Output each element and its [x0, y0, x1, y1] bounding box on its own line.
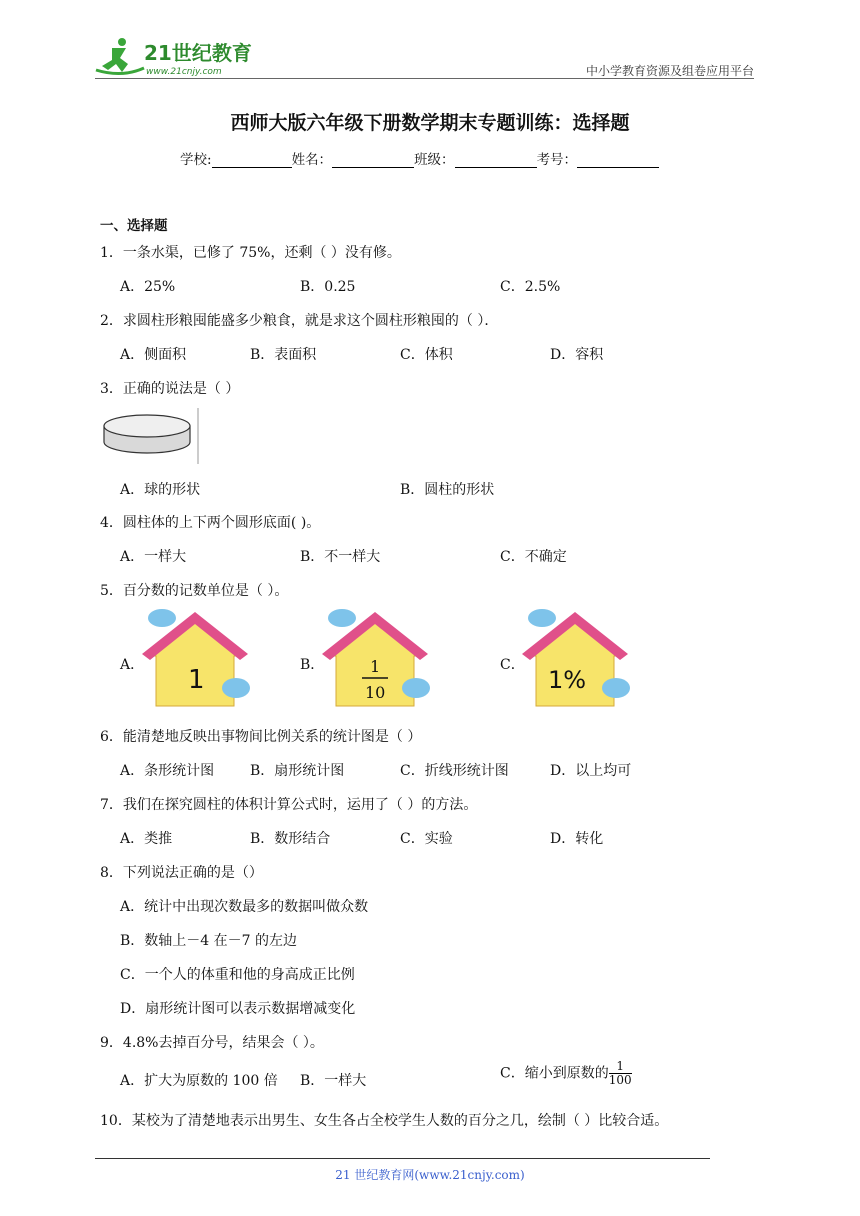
q5-option-c[interactable]: C． — [500, 657, 525, 673]
class-blank[interactable] — [455, 153, 537, 168]
name-label: 姓名： — [291, 152, 333, 168]
q3-option-a[interactable]: A．球的形状 — [120, 482, 201, 498]
logo-text: 21世纪教育 — [144, 41, 252, 65]
q7-option-d[interactable]: D．转化 — [550, 831, 604, 847]
cylinder-figure — [100, 406, 204, 470]
q8-option-c[interactable]: C．一个人的体重和他的身高成正比例 — [120, 967, 355, 983]
q9-option-b[interactable]: B．一样大 — [300, 1073, 367, 1089]
house-picture-3 — [520, 606, 640, 720]
q6-option-c[interactable]: C．折线形统计图 — [400, 763, 509, 779]
school-blank[interactable] — [212, 153, 292, 168]
q1-option-b[interactable]: B．0.25 — [300, 279, 356, 295]
fraction-one-hundredth — [609, 1060, 632, 1087]
fraction-numerator: 1 — [609, 1060, 632, 1074]
q7-option-b[interactable]: B．数形结合 — [250, 831, 331, 847]
header-divider — [95, 78, 754, 79]
runner-logo-icon — [92, 34, 262, 80]
question-7: 7．我们在探究圆柱的体积计算公式时，运用了（ ）的方法。 — [100, 797, 478, 813]
page-title: 西师大版六年级下册数学期末专题训练：选择题 — [230, 112, 630, 134]
name-blank[interactable] — [332, 153, 414, 168]
q8-option-a[interactable]: A．统计中出现次数最多的数据叫做众数 — [120, 899, 369, 915]
q2-option-a[interactable]: A．侧面积 — [120, 347, 187, 363]
q8-option-b[interactable]: B．数轴上－4 在－7 的左边 — [120, 933, 298, 949]
q6-option-b[interactable]: B．扇形统计图 — [250, 763, 345, 779]
q9-option-c[interactable] — [500, 1060, 632, 1087]
question-2: 2．求圆柱形粮囤能盛多少粮食，就是求这个圆柱形粮囤的（ ）． — [100, 313, 499, 329]
q7-option-c[interactable]: C．实验 — [400, 831, 453, 847]
q3-option-b[interactable]: B．圆柱的形状 — [400, 482, 495, 498]
house-2-denominator: 10 — [365, 683, 386, 702]
question-8: 8．下列说法正确的是（） — [100, 865, 263, 881]
exam-no-blank[interactable] — [577, 153, 659, 168]
question-5: 5．百分数的记数单位是（ ）。 — [100, 583, 289, 599]
student-info-line — [180, 148, 659, 168]
question-6: 6．能清楚地反映出事物间比例关系的统计图是（ ） — [100, 729, 422, 745]
question-4: 4．圆柱体的上下两个圆形底面( )。 — [100, 515, 321, 531]
q9-option-c-text: C．缩小到原数的 — [500, 1065, 609, 1082]
house-1-label: 1 — [188, 665, 205, 695]
house-2-numerator: 1 — [370, 657, 381, 676]
site-logo — [92, 34, 262, 80]
q2-option-d[interactable]: D．容积 — [550, 347, 604, 363]
q1-option-a[interactable]: A．25% — [120, 279, 176, 295]
exam-no-label: 考号： — [536, 152, 578, 168]
q6-option-d[interactable]: D．以上均可 — [550, 763, 632, 779]
question-1: 1．一条水渠，已修了 75%，还剩（ ）没有修。 — [100, 245, 401, 261]
q6-option-a[interactable]: A．条形统计图 — [120, 763, 215, 779]
question-10: 10．某校为了清楚地表示出男生、女生各占全校学生人数的百分之几，绘制（ ）比较合适。 — [100, 1113, 669, 1129]
question-9: 9．4.8%去掉百分号，结果会（ ）。 — [100, 1035, 324, 1051]
footer-divider — [95, 1158, 710, 1159]
house-picture-1 — [140, 606, 260, 720]
logo-url: www.21cnjy.com — [146, 67, 222, 77]
q4-option-a[interactable]: A．一样大 — [120, 549, 187, 565]
q4-option-c[interactable]: C．不确定 — [500, 549, 567, 565]
q1-option-c[interactable]: C．2.5% — [500, 279, 561, 295]
school-label: 学校: — [180, 152, 212, 168]
class-label: 班级： — [414, 152, 455, 168]
q4-option-b[interactable]: B．不一样大 — [300, 549, 381, 565]
q2-option-b[interactable]: B．表面积 — [250, 347, 317, 363]
section-heading: 一、选择题 — [100, 218, 168, 234]
question-3: 3．正确的说法是（ ） — [100, 381, 240, 397]
q5-option-b[interactable]: B． — [300, 657, 325, 673]
header-platform-text: 中小学教育资源及组卷应用平台 — [585, 64, 754, 78]
q2-option-c[interactable]: C．体积 — [400, 347, 453, 363]
q5-option-a[interactable]: A． — [120, 657, 145, 673]
house-picture-2 — [320, 606, 440, 720]
q7-option-a[interactable]: A．类推 — [120, 831, 173, 847]
fraction-denominator: 100 — [608, 1073, 632, 1087]
house-3-label: 1% — [548, 666, 587, 694]
q9-option-a[interactable]: A．扩大为原数的 100 倍 — [120, 1073, 278, 1089]
footer-text[interactable]: 21 世纪教育网(www.21cnjy.com) — [335, 1168, 525, 1182]
q8-option-d[interactable]: D．扇形统计图可以表示数据增减变化 — [120, 1001, 356, 1017]
